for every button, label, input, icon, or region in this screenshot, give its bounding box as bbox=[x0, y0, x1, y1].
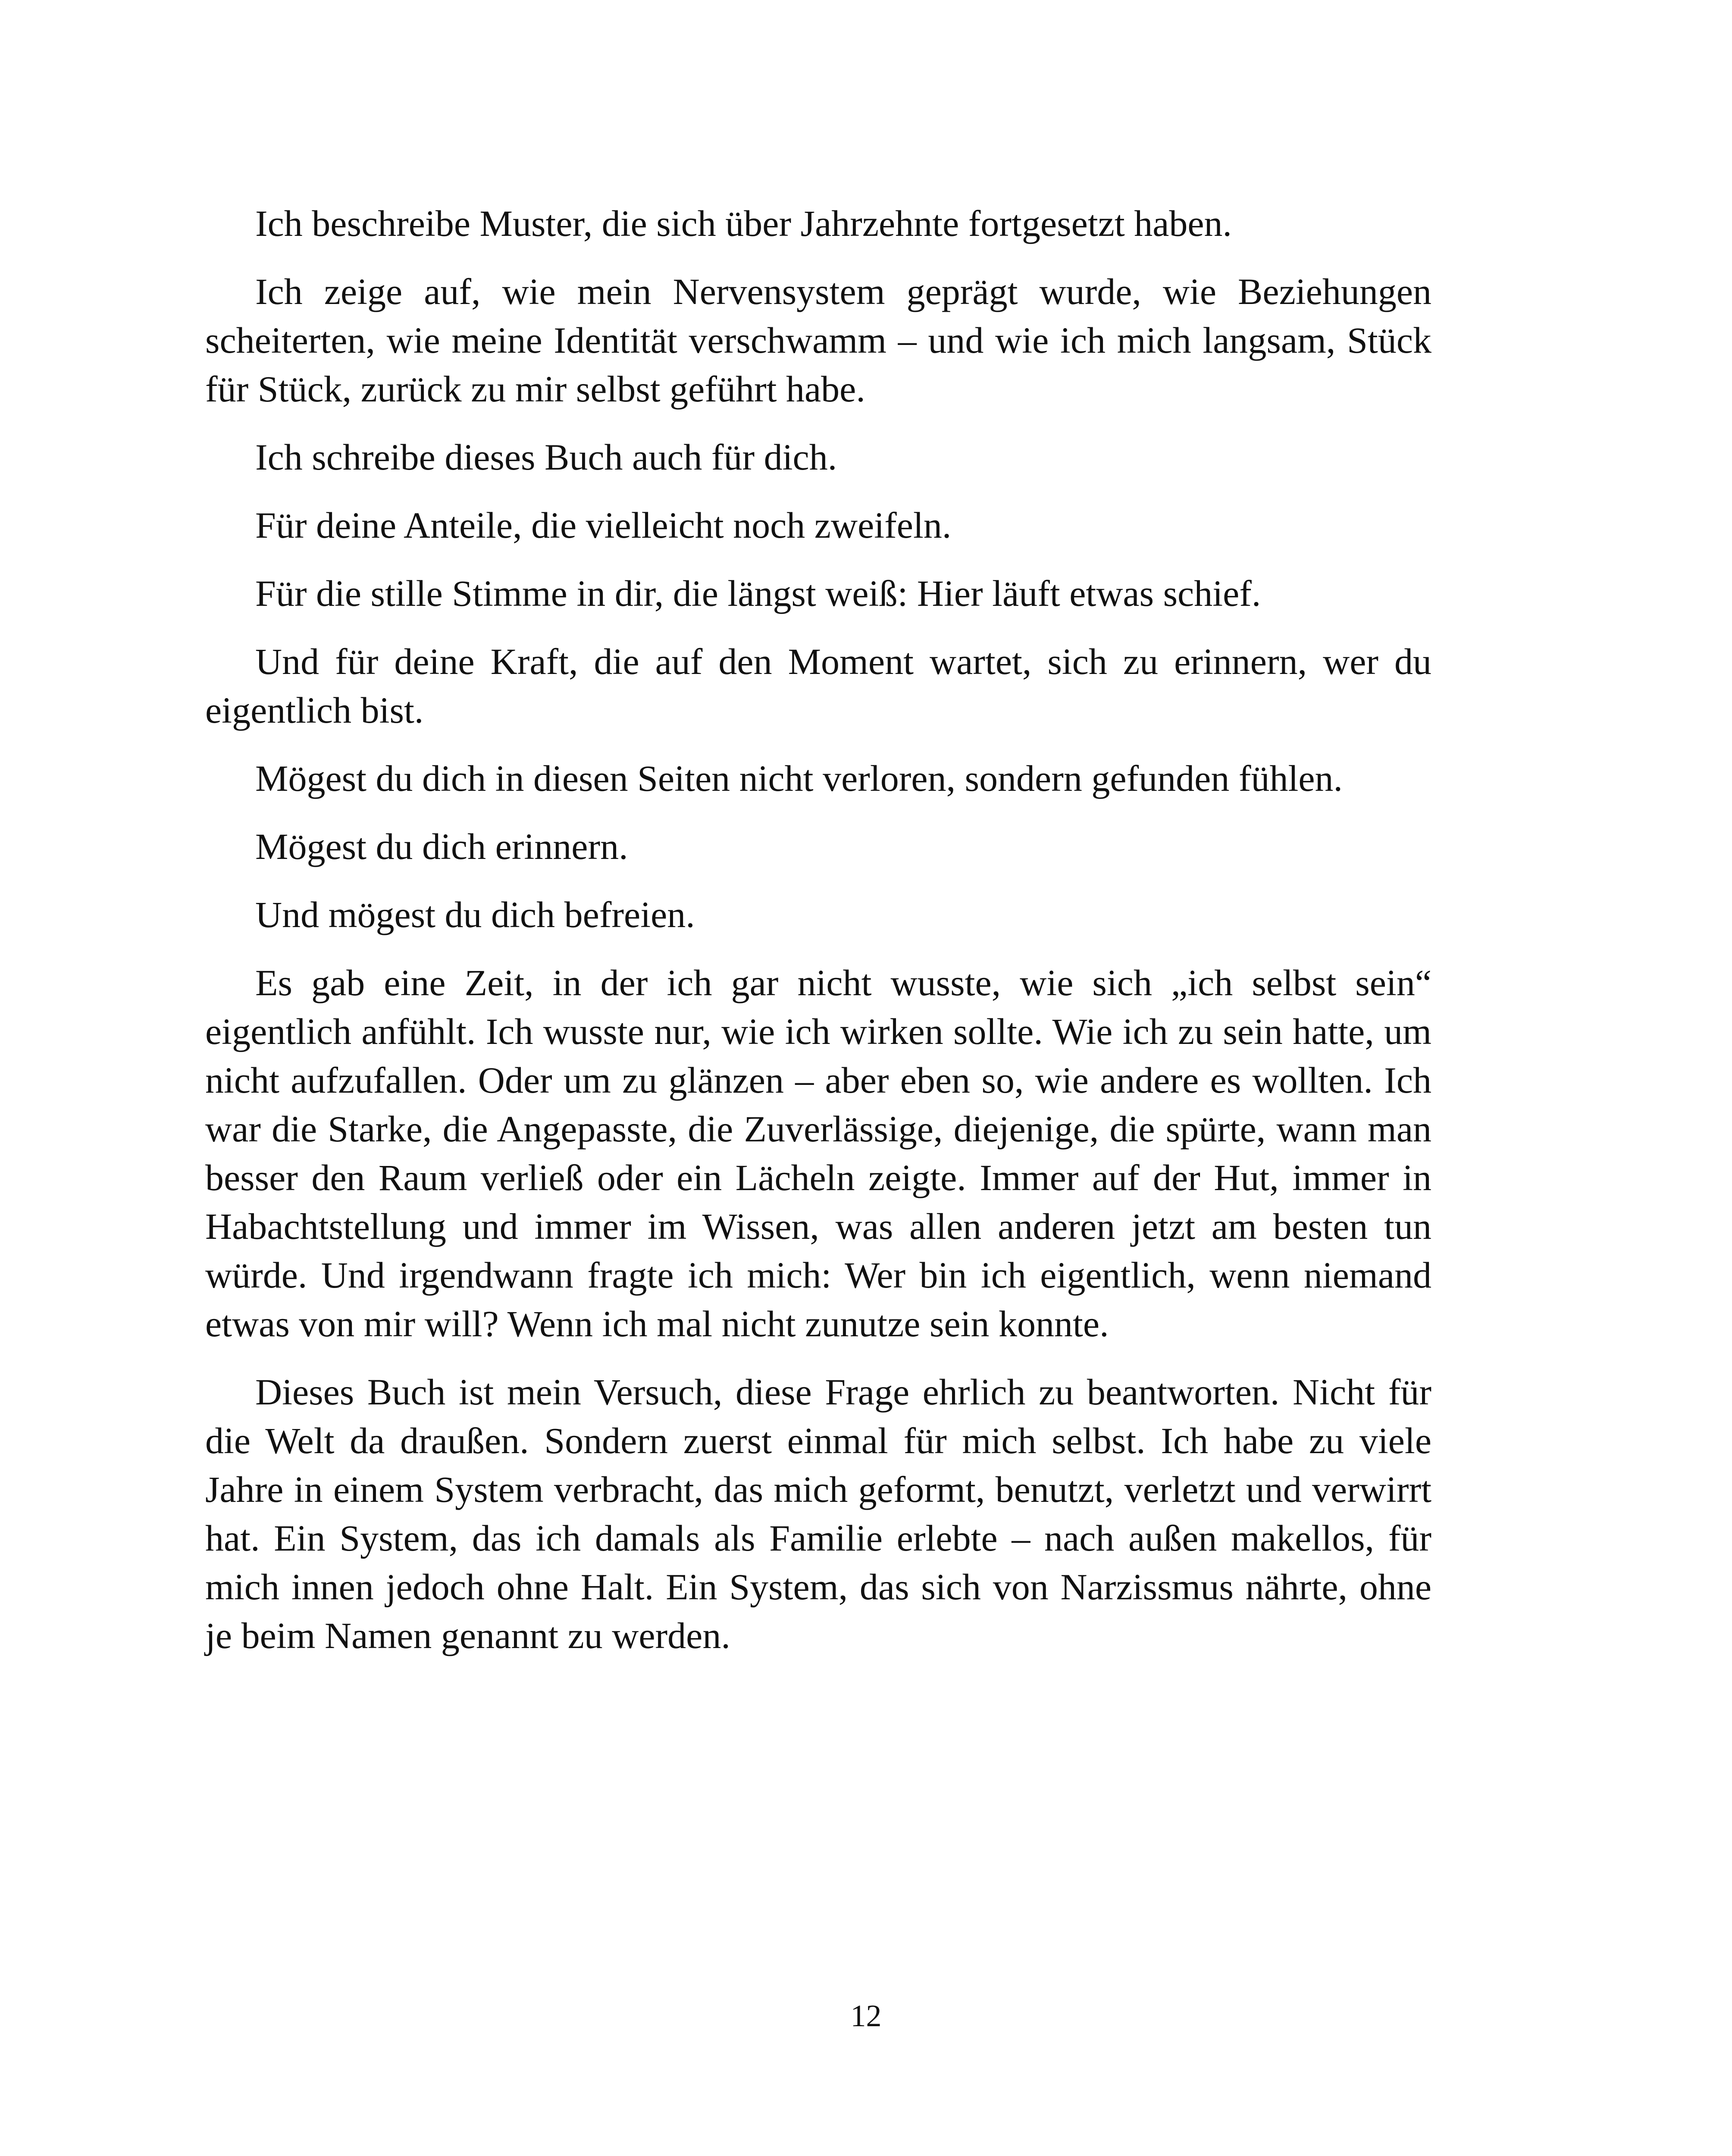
page-number: 12 bbox=[850, 1999, 882, 2033]
body-text bbox=[205, 199, 1431, 1680]
paragraph: Es gab eine Zeit, in der ich gar nicht wusste, wie sich „ich selbst sein“ eigentlich anfühlt. Ich wusste nur, wie ich wirken sollte. Wie ich zu sein hatte, um nicht aufzufallen. Oder um zu glänzen – aber eben so, wie andere es wollten. Ich war die Starke, die Angepasste, die Zuverlässige, diejenige, die spürte, wann man besser den Raum verließ oder ein Lächeln zeigte. Immer auf der Hut, immer in Habachtstellung und immer im Wissen, was allen anderen jetzt am besten tun würde. Und irgendwann fragte ich mich: Wer bin ich eigentlich, wenn niemand etwas von mir will? Wenn ich mal nicht zunutze sein konnte. bbox=[205, 962, 1431, 1344]
paragraph: Dieses Buch ist mein Versuch, diese Frage ehrlich zu beantworten. Nicht für die Welt da draußen. Sondern zuerst einmal für mich selbst. Ich habe zu viele Jahre in einem System verbracht, das mich geformt, benutzt, verletzt und verwirrt hat. Ein System, das ich damals als Familie erlebte – nach außen makellos, für mich innen jedoch ohne Halt. Ein System, das sich von Narzissmus nährte, ohne je beim Namen genannt zu werden. bbox=[205, 1371, 1431, 1656]
paragraph: Und für deine Kraft, die auf den Moment wartet, sich zu erinnern, wer du eigentlich bist. bbox=[205, 641, 1431, 731]
paragraph: Ich beschreibe Muster, die sich über Jahrzehnte fortgesetzt haben. bbox=[255, 203, 1232, 244]
paragraph: Mögest du dich in diesen Seiten nicht verloren, sondern gefunden fühlen. bbox=[255, 758, 1343, 799]
paragraph: Ich schreibe dieses Buch auch für dich. bbox=[255, 436, 837, 478]
paragraph: Für die stille Stimme in dir, die längst weiß: Hier läuft etwas schief. bbox=[255, 573, 1261, 614]
paragraph: Und mögest du dich befreien. bbox=[255, 894, 695, 935]
paragraph: Für deine Anteile, die vielleicht noch zweifeln. bbox=[255, 505, 952, 546]
paragraph: Ich zeige auf, wie mein Nervensystem geprägt wurde, wie Beziehungen scheiterten, wie meine Identität verschwamm – und wie ich mich langsam, Stück für Stück, zurück zu mir selbst geführt habe. bbox=[205, 271, 1431, 410]
paragraph: Mögest du dich erinnern. bbox=[255, 826, 628, 867]
